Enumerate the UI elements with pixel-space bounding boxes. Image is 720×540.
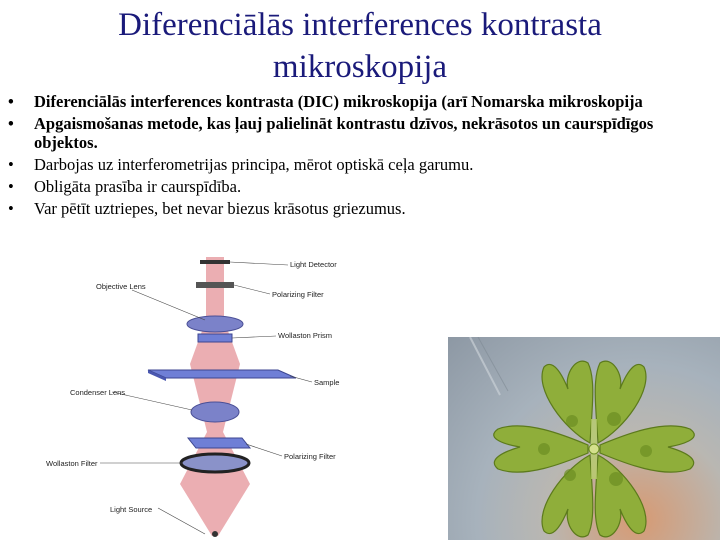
title-line-1: Diferenciālās interferences kontrasta	[118, 7, 602, 43]
bullet-dot: •	[8, 114, 14, 133]
chloroplast-dot	[538, 443, 550, 455]
bullet-text: Diferenciālās interferences kontrasta (DIC) mikroskopija (arī Nomarska mikroskopija	[34, 92, 643, 111]
polarizing-filter-top-icon	[196, 282, 234, 288]
leader-line	[234, 285, 270, 294]
bullet-list	[8, 92, 708, 221]
bullet-item	[8, 155, 708, 174]
bullet-dot: •	[8, 199, 14, 218]
bullet-text: Var pētīt uztriepes, bet nevar biezus krāsotus griezumus.	[34, 199, 406, 218]
objective-lens-icon	[187, 316, 243, 332]
label-polarizing-filter-top: Polarizing Filter	[272, 290, 324, 299]
leader-line	[246, 444, 282, 456]
bullet-dot: •	[8, 155, 14, 174]
leader-line	[230, 262, 288, 265]
bullet-dot: •	[8, 92, 14, 111]
label-light-source: Light Source	[110, 505, 153, 514]
label-light-detector: Light Detector	[290, 260, 337, 269]
cell-nucleus	[589, 444, 599, 454]
chloroplast-dot	[564, 469, 576, 481]
chloroplast-dot	[609, 472, 623, 486]
chloroplast-dot	[566, 415, 578, 427]
polarizing-filter-bottom-icon	[188, 438, 250, 448]
bullet-text: Obligāta prasība ir caurspīdība.	[34, 177, 242, 196]
chloroplast-dot	[607, 412, 621, 426]
wollaston-filter-icon	[181, 454, 249, 472]
micrograph-photo	[448, 337, 720, 540]
light-beam-top	[206, 257, 224, 320]
condenser-lens-icon	[191, 402, 239, 422]
label-polarizing-filter-bottom: Polarizing Filter	[284, 452, 336, 461]
label-objective-lens: Objective Lens	[96, 282, 146, 291]
light-beam-bottom	[180, 484, 250, 536]
leader-line	[132, 290, 205, 320]
bullet-text: Apgaismošanas metode, kas ļauj palielināt kontrastu dzīvos, nekrāsotos un caurspīdīgos objektos.	[34, 114, 654, 152]
dic-optical-diagram	[40, 252, 370, 540]
wollaston-prism-icon	[198, 334, 232, 342]
leader-line	[290, 376, 312, 382]
title-line-2: mikroskopija	[272, 49, 448, 85]
desmid-cell-image	[448, 337, 720, 540]
light-detector-icon	[200, 260, 230, 264]
bullet-item	[8, 114, 708, 152]
label-sample: Sample	[314, 378, 340, 387]
slide-title	[60, 4, 660, 88]
background-streak	[470, 337, 500, 395]
bullet-item	[8, 199, 708, 218]
light-source-icon	[212, 531, 218, 537]
label-wollaston-prism: Wollaston Prism	[278, 331, 333, 340]
bullet-dot: •	[8, 177, 14, 196]
leader-line	[232, 336, 276, 338]
sample-slide-icon	[148, 370, 296, 378]
label-wollaston-filter: Wollaston Filter	[46, 459, 98, 468]
chloroplast-dot	[640, 445, 652, 457]
bullet-item	[8, 177, 708, 196]
bullet-text: Darbojas uz interferometrijas principa, mērot optiskā ceļa garumu.	[34, 155, 474, 174]
bullet-item	[8, 92, 708, 111]
label-condenser-lens: Condenser Lens	[70, 388, 126, 397]
